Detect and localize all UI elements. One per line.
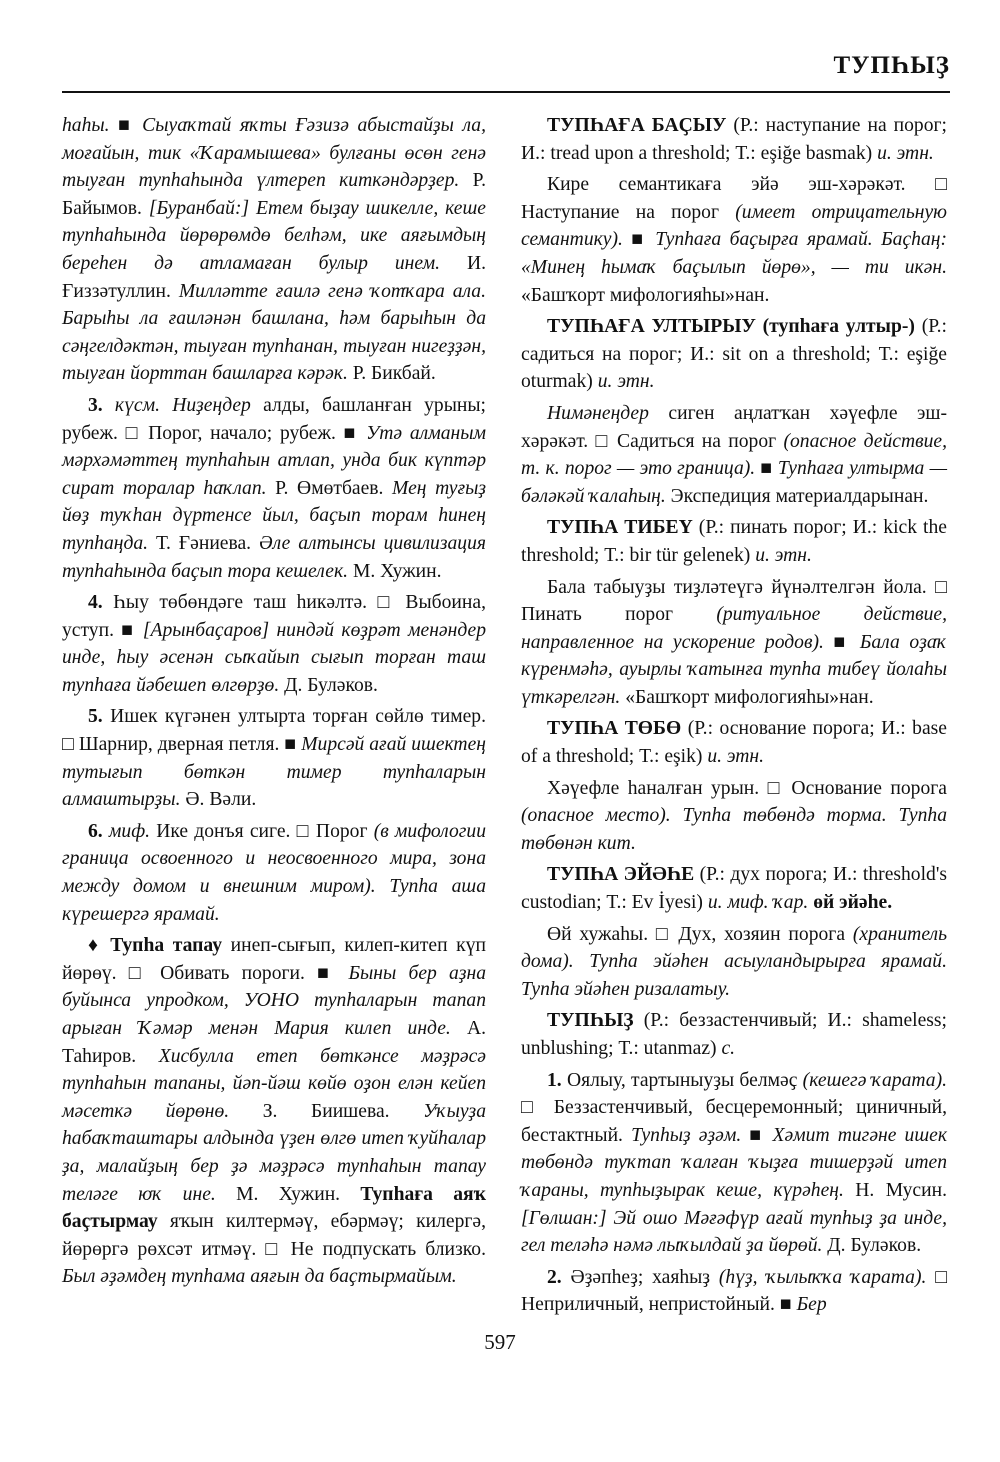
entry-paragraph (62, 392, 486, 585)
entry-paragraph (62, 589, 486, 699)
running-head: ТУПҺЫҘ (833, 52, 950, 79)
left-column (62, 112, 486, 1291)
entry-paragraph (62, 818, 486, 928)
italic-run: (в мифологии граница освоенного и неосвоенного мира, зона между домом и внешним миром). Тупһа аша күрешергә ярамай. (62, 820, 487, 925)
headword-run: ♦ Тупһа тапау (88, 935, 223, 957)
headword-run: ТУПҺА ТИБЕҮ (547, 517, 693, 539)
text-run: Ике донъя сиге. □ Порог (150, 820, 374, 842)
right-column (521, 112, 947, 1319)
text-run: «Башҡорт мифологияһы»нан. (620, 686, 874, 708)
italic-run: Тупһыҙ әҙәм. ■ Хәмит тигәне ишек төбөндә туҡтап ҡалған ҡыҙға тишерҙәй итеп ҡараны, тупһыҙырак кеше, күрәһең. (521, 1124, 947, 1201)
headword-run: ТУПҺЫҘ (547, 1010, 634, 1032)
text-run: Т. Ғәниева. (148, 532, 259, 554)
text-run: (Р.: наступание на порог; И.: tread upon a threshold; Т.: eşiğe basmak) (521, 115, 947, 164)
text-run: (Р.: беззастенчивый; И.: shameless; unblushing; Т.: utanmaz) (521, 1010, 947, 1059)
text-run: Ә. Вәли. (180, 789, 257, 811)
text-run: Н. Мусин. (843, 1179, 947, 1201)
italic-run: Бер (796, 1294, 827, 1316)
text-run: А. Таһиров. (62, 1018, 486, 1067)
text-run: сиген аңлатҡан хәүефле эш-хәрәкәт. □ Садиться на порог (521, 402, 947, 452)
text-run: З. Биишева. (229, 1100, 424, 1122)
headword-run: 2. (547, 1266, 571, 1288)
entry-paragraph (521, 921, 947, 1004)
italic-run: [Арынбаҫаров] ниндәй көҙрәт менәндер инде, һыу әсенән сыҡайып сығып торған таш тупһаға йәбешеп өлгөрҙө. (62, 619, 486, 696)
text-run: Р. Байымов. (62, 170, 486, 219)
entry-paragraph (521, 574, 947, 712)
italic-run: (ритуальное действие, направленное на ускорение родов). ■ Бала оҙаҡ күренмәһә, ауырлы ҡатынға тупһа тибеү йолаһы үткәрелгән. (521, 604, 947, 708)
text-run: Д. Буләков. (279, 674, 378, 696)
entry-paragraph (521, 400, 947, 510)
headword-run: ТУПҺА ЭЙӘҺЕ (547, 864, 695, 886)
italic-run: Нимәнеңдер (547, 402, 649, 424)
text-run: яҡын килтермәү, ебәрмәү; килергә, йөрөргә рөхсәт итмәү. □ Не подпускать близко. (62, 1211, 486, 1260)
entry-paragraph (521, 1007, 947, 1062)
entry-paragraph (62, 703, 486, 813)
text-run: М. Хужин. (215, 1183, 361, 1205)
italic-run: ■ Утә алманым мәрхәмәттең тупһаһын атлап, унда бик күптәр сират торалар һаҡлап. (62, 422, 486, 499)
text-run: М. Хужин. (348, 560, 442, 582)
text-run: □ Неприличный, непристойный. ■ (521, 1266, 948, 1316)
text-run: Ишек күгәнен ултырта торған сөйлө тимер. □ Шарнир, дверная петля. ■ (62, 706, 487, 756)
headword-run: ТУПҺАҒА УЛТЫРЫУ (тупһаға ултыр-) (547, 316, 915, 338)
headword-run: ТУПҺА ТӨБӨ (547, 718, 682, 740)
italic-run: Милләтте ғаилә генә ҡотҡара ала. Барыһы ла ғаиләнән башлана, һәм барыһын да сәңгелдәктән, тыуған тупһанан, тыуған нигеҙҙән, тыуған йорттан башларға кәрәк. (62, 280, 487, 385)
italic-run: (имеет отрицательную семантику). ■ Тупһаға баҫырға ярамай. Баҫһаң: «Минең һымаҡ баҫылып йөрө», — ти икән. (521, 201, 948, 278)
italic-run: һаһы. ■ Сыуаҡтай яҡты Ғәзизә абыстайҙы ла, моғайын, тик «Ҡарамышева» булғаны өсөн генә тыуған тупһаһында үлтереп киткәндәрҙер. (62, 115, 486, 192)
italic-run: [Буранбай:] Етем быҙау шикелле, кеше тупһаһында йөрөрөмдө белһәм, ике аяғымдың береһен дә атламаған булыр инем. (62, 197, 486, 274)
entry-paragraph (521, 112, 947, 167)
text-run: Бала табыуҙы тиҙләтеүгә йүнәлтелгән йола. □ Пинать порог (521, 576, 947, 626)
text-run: алды, башланған урыны; рубеж. □ Порог, начало; рубеж. (62, 394, 486, 444)
text-run: □ Беззастенчивый, бесцеремонный; циничный, бестактный. (521, 1097, 947, 1146)
entry-paragraph (521, 313, 947, 396)
text-run: Һыу төбөндәге таш һикәлтә. □ Выбоина, уступ. ■ (62, 592, 486, 641)
entry-paragraph (62, 932, 486, 1291)
entry-paragraph (521, 1264, 947, 1319)
italic-run: Хисбулла етеп бөткәнсе мәҙрәсә тупһаһын тапаны, йәп-йәш көйө оҙон елән кейеп мәсеткә йөрөнө. (62, 1045, 486, 1122)
italic-run: күсм. Ниҙеңдер (114, 394, 251, 416)
text-run: (Р.: пинать порог; И.: kick the threshold; Т.: bir tür gelenek) (521, 517, 947, 566)
headword-run: ТУПҺАҒА БАҪЫУ (547, 115, 727, 136)
entry-paragraph (521, 715, 947, 770)
italic-run: Был әҙәмдең тупһама аяғын да баҫтырмайым. (62, 1266, 457, 1288)
headword-run: Тупһаға аяҡ баҫтырмау (62, 1183, 487, 1233)
text-run: инеп-сығып, килеп-китеп күп йөрөү. □ Обивать пороги. ■ (62, 935, 486, 984)
headword-run: 5. (88, 706, 111, 728)
text-run: Өй хужаһы. □ Дух, хозяин порога (547, 923, 853, 945)
entry-paragraph (521, 1067, 947, 1260)
text-run: Әҙәпһеҙ; хаяһыҙ (570, 1266, 719, 1288)
headword-run: 3. (88, 394, 115, 416)
text-run: Р. Бикбай. (347, 363, 436, 385)
text-run: Экспедиция материалдарынан. (665, 485, 929, 507)
text-run: Д. Буләков. (822, 1235, 922, 1257)
italic-run: [Гөлшан:] Эй ошо Мәғәфүр ағай тупһыҙ ҙа инде, гел теләһә нәмә лыҡылдай ҙа йөрөй. (521, 1207, 947, 1257)
text-run: Хәүефле һаналған урын. □ Основание порога (547, 777, 947, 799)
text-run: Оялыу, тартыныуҙы белмәҫ (566, 1069, 803, 1091)
italic-run: и. миф. ҡар. (707, 892, 809, 914)
italic-run: и. этн. (877, 142, 934, 164)
entry-paragraph (521, 861, 947, 916)
text-run: (Р.: дух порога; И.: threshold's custodian; Т.: Ev İyesi) (521, 864, 947, 914)
headword-run: 4. (88, 592, 114, 614)
italic-run: (һүҙ, ҡылыҡҡа ҡарата). (718, 1266, 927, 1288)
entry-paragraph (521, 514, 947, 569)
text-run: Кире семантикаға эйә эш-хәрәкәт. □ Наступание на порог (521, 174, 947, 223)
text-run: (Р.: основание порога; И.: base of a threshold; Т.: eşik) (521, 718, 947, 768)
italic-run: и. этн. (707, 746, 765, 768)
italic-run: (опасное действие, т. к. порог — это граница). ■ Тупһаға ултырма — бәләкәй ҡалаһың. (521, 430, 947, 507)
headword-run: 1. (547, 1069, 567, 1091)
entry-paragraph (521, 171, 947, 309)
page-number: 597 (484, 1330, 516, 1354)
italic-run: и. этн. (755, 544, 812, 566)
text-run: «Башҡорт мифологияһы»нан. (521, 284, 770, 306)
entry-paragraph (62, 112, 486, 388)
italic-run: Уҡыуҙа һабаҡташтары алдында үҙен өлгө итеп ҡуйһалар ҙа, малайҙың бер ҙә мәҙрәсә тупһаһын тапау теләге юҡ ине. (62, 1100, 487, 1205)
italic-run: Мең туғыҙ йөҙ туҡһан дүртенсе йыл, баҫып торам һинең тупһаңда. (62, 477, 487, 554)
headword-run: өй эйәһе. (808, 892, 893, 914)
italic-run: с. (721, 1038, 736, 1059)
italic-run: Мирсәй ағай ишектең тутығып бөткән тимер тупһаларын алмаштырҙы. (62, 734, 487, 811)
italic-run: (кешегә ҡарата). (802, 1069, 947, 1091)
italic-run: (хранитель дома). Тупһа эйәһен асыуландырырға ярамай. Тупһа эйәһен ризалатыу. (521, 923, 947, 1000)
text-run: И. Ғиззәтуллин. (62, 252, 486, 302)
italic-run: Әле алтынсы цивилизация тупһаһында баҫып тора кешелек. (62, 532, 486, 582)
text-run: Р. Өмөтбаев. (266, 477, 393, 499)
entry-paragraph (521, 775, 947, 858)
italic-run: (опасное место). Тупһа төбөндә торма. Тупһа төбөнән кит. (521, 805, 947, 854)
header-rule (62, 91, 950, 93)
headword-run: 6. (88, 820, 109, 842)
italic-run: миф. (108, 820, 151, 842)
italic-run: Быны бер аҙна буйынса упродком, УОНО тупһаларын тапап арыған Ҡәмәр менән Мария килеп инде. (62, 962, 487, 1039)
text-run: (Р.: садиться на порог; И.: sit on a threshold; Т.: eşiğe oturmak) (521, 316, 948, 393)
italic-run: и. этн. (597, 371, 655, 393)
